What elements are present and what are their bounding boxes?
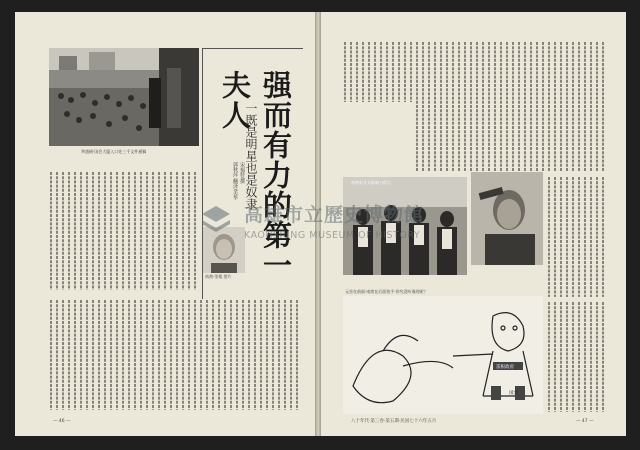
subheadline: 一既是明星也是奴隶 (244, 102, 258, 210)
article-text-top-right (343, 42, 609, 172)
cartoon-label-congress: 国会 (509, 391, 518, 396)
author-line: 郭秋萍 翻译/美华 (232, 162, 238, 201)
right-page-number: — 47 — (576, 419, 594, 424)
text-lines-right-side (547, 177, 609, 297)
article-text-bottom-right (547, 302, 609, 412)
author-line: 宋福特/撰 (239, 162, 245, 184)
right-page-running-footer: 八十年代·第三卷·第五期·民国七十六年五月 (351, 419, 437, 424)
text-lines-top-right (343, 42, 609, 172)
salute-photo (471, 172, 543, 265)
cartoon-image (343, 296, 543, 414)
article-text-upper (49, 172, 199, 290)
text-lines-lower (49, 300, 301, 410)
crowd-photo (49, 48, 199, 146)
museum-logo-icon (198, 204, 234, 234)
cartoon-illustration (343, 296, 543, 414)
crowd-photo-caption: 华盛顿·国会大厦入口处三千文件通稿 (81, 149, 147, 154)
text-lines-bottom-right (547, 302, 609, 412)
text-lines-upper (49, 172, 199, 290)
portrait-caption: 南茜·里根 图片 (205, 274, 232, 279)
cartoon-caption: 元首在前面·南茜在后面拍手·你究竟听谁的呢？ (345, 289, 428, 294)
article-text-right-side (547, 177, 609, 297)
headline: 强而有力的第一夫人 (218, 70, 293, 280)
cartoon-label-government: 雷根政府 (496, 365, 514, 370)
left-page-number: — 46 — (53, 419, 71, 424)
group-photo-caption: 南茜对丈夫影响力很大 (351, 180, 391, 185)
salute-photo-image (471, 172, 543, 265)
watermark-chinese: 高雄市立歷史博物館 (244, 204, 425, 226)
crowd-photo-image (49, 48, 199, 146)
article-text-lower (49, 300, 301, 410)
watermark-english: KAOHSIUNG MUSEUM OF HISTORY (244, 230, 421, 241)
